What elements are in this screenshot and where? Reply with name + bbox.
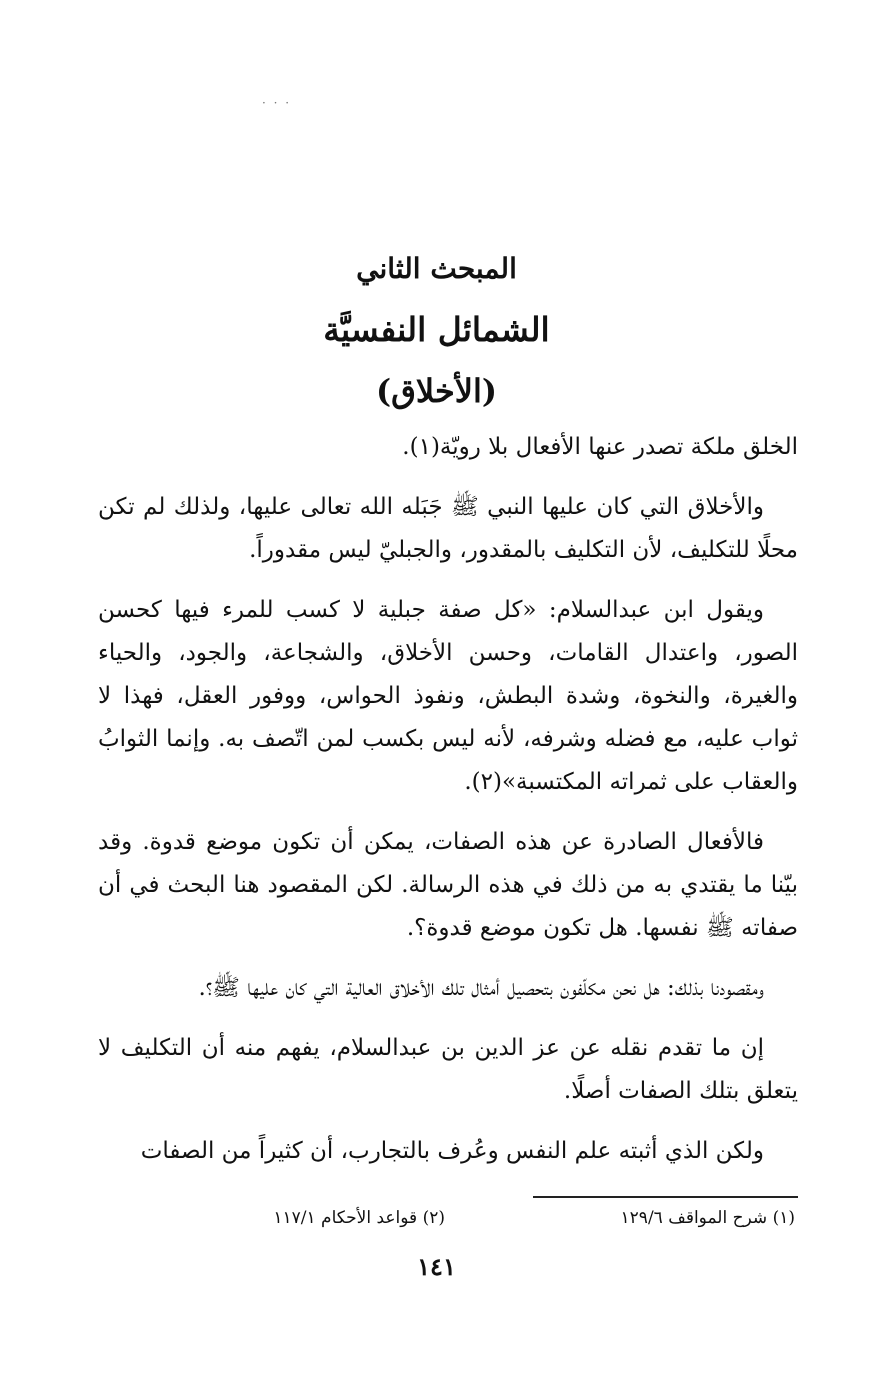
scan-speck: · · · bbox=[262, 96, 292, 110]
paragraph-prophet-morals: والأخلاق التي كان عليها النبي ﷺ جَبَله الله تعالى عليها، ولذلك لم تكن محلًا للتكليف، لأن التكليف بالمقدور، والجبليّ ليس مقدوراً. bbox=[98, 494, 798, 563]
footnote-1: (١) شرح المواقف ١٢٩/٦ bbox=[620, 1208, 795, 1228]
footnote-divider bbox=[533, 1196, 798, 1198]
paragraph-psychology: ولكن الذي أثبته علم النفس وعُرف بالتجارب، أن كثيراً من الصفات bbox=[140, 1138, 764, 1164]
main-text bbox=[98, 426, 798, 1190]
page-number: ١٤١ bbox=[417, 1252, 456, 1281]
chapter-title: الشمائل النفسيَّة bbox=[323, 310, 550, 349]
footnote-2: (٢) قواعد الأحكام ١١٧/١ bbox=[273, 1208, 445, 1228]
paragraph-actions: فالأفعال الصادرة عن هذه الصفات، يمكن أن تكون موضع قدوة. وقد بيّنا ما يقتدي به من ذلك في هذه الرسالة. لكن المقصود هنا البحث في أن صفاته ﷺ نفسها. هل تكون موضع قدوة؟. bbox=[98, 829, 798, 941]
chapter-subtitle: (الأخلاق) bbox=[375, 372, 498, 410]
section-heading: المبحث الثاني bbox=[356, 252, 517, 285]
paragraph-conclusion: إن ما تقدم نقله عن عز الدين بن عبدالسلام، يفهم منه أن التكليف لا يتعلق بتلك الصفات أصلًا. bbox=[98, 1035, 798, 1104]
paragraph-question: ومقصودنا بذلك: هل نحن مكلّفون بتحصيل أمثال تلك الأخلاق العالية التي كان عليها ﷺ؟. bbox=[198, 975, 764, 1001]
paragraph-definition: الخلق ملكة تصدر عنها الأفعال بلا رويّة(١). bbox=[402, 434, 798, 460]
paragraph-quote: ويقول ابن عبدالسلام: «كل صفة جبلية لا كسب للمرء فيها كحسن الصور، واعتدال القامات، وحسن الأخلاق، والشجاعة، والجود، والحياء والغيرة، والنخوة، وشدة البطش، ونفوذ الحواس، ووفور العقل، فهذا لا ثواب عليه، مع فضله وشرفه، لأنه ليس بكسب لمن اتّصف به. وإنما الثوابُ والعقاب على ثمراته المكتسبة»(٢). bbox=[98, 597, 798, 795]
